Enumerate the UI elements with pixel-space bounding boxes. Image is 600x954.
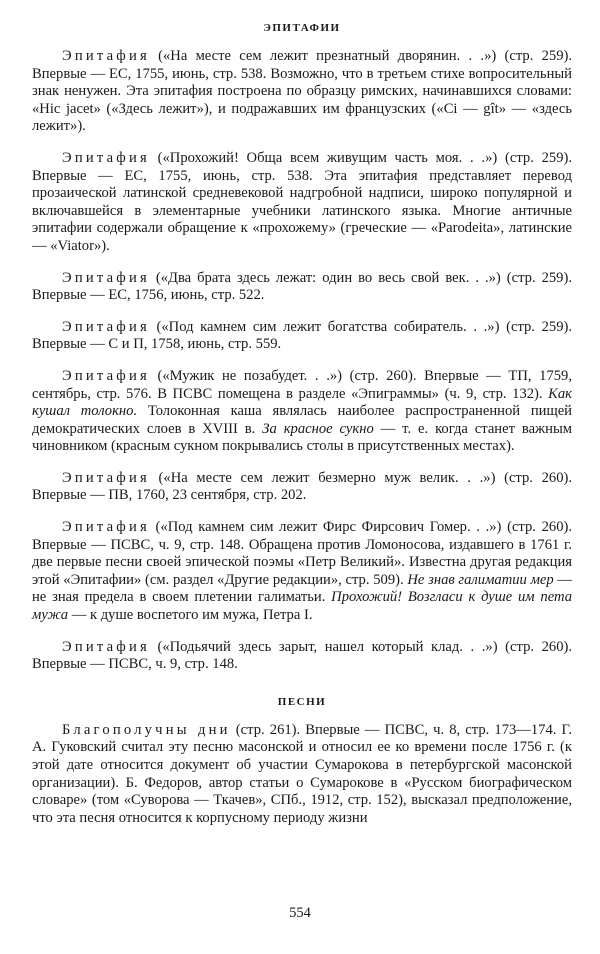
entry-text: («Под камнем сим лежит Фирс Фирсович Гомер. . .») (стр. 260). Впервые — ПСВС, ч. 9, стр. 148. Обращена против Ломоносова, издавшего в 1761 г. две первые песни своей эпической поэмы «Петр Великий». Известна другая редакция этой «Эпитафии» (см. раздел «Другие редакции», стр. 509). <box>32 519 572 588</box>
entry-text: — т. е. когда станет важным чиновником (красным сукном покрывались столы в присутственных местах). <box>32 420 572 455</box>
entry-text: — не зная предела в своем плетении галиматьи. <box>32 571 573 606</box>
entry-title: Эпитафия <box>62 269 150 286</box>
entry-italic-phrase: Прохожий! Возгласи к душе им пета мужа <box>32 589 572 624</box>
entry-title: Эпитафия <box>62 638 150 655</box>
entry-title: Благополучны дни <box>62 721 231 738</box>
page-number: 554 <box>289 905 311 921</box>
entry-title: Эпитафия <box>62 48 150 64</box>
entry-text: («Два брата здесь лежат: один во весь свой век. . .») (стр. 259). Впервые — ЕС, 1756, июнь, стр. 522. <box>32 269 572 304</box>
entry-epitaph-4 <box>32 319 572 354</box>
entry-epitaph-8 <box>32 639 572 674</box>
entry-text: («Прохожий! Обща всем живущим часть моя. . .») (стр. 259). Впервые — ЕС, 1755, июнь, стр. 538. Эта эпитафия представляет перевод прозаической латинской средневековой надгробной надписи, широко популярной и включавшейся в элементарные учебники латинского языка. Многие античные эпитафии содержали обращение к «прохожему» (греческие — «Parodeita», латинские — «Viator»). <box>32 149 572 254</box>
entry-epitaph-2 <box>32 150 572 256</box>
entry-text: («На месте сем лежит безмерно муж велик. . .») (стр. 260). Впервые — ПВ, 1760, 23 сентября, стр. 202. <box>32 469 572 504</box>
entry-italic-phrase: Не знав галиматии мер <box>407 571 554 588</box>
entry-text: («Подьячий здесь зарыт, нашел который клад. . .») (стр. 260). Впервые — ПСВС, ч. 9, стр. 148. <box>32 638 572 673</box>
entry-text: (стр. 261). Впервые — ПСВС, ч. 8, стр. 173—174. Г. А. Гуковский считал эту песню масонской и относил ее ко времени после 1756 г. (к этой дате относится документ об участии Сумарокова в петербургской масонской организации). Б. Федоров, автор статьи о Сумарокове в «Русском биографическом словаре» (том «Суворова — Ткачев», СПб., 1912, стр. 152), высказал предположение, что эта песня относится к корпусному периоду жизни <box>32 721 572 826</box>
entry-epitaph-1 <box>32 48 572 136</box>
entry-epitaph-6 <box>32 470 572 505</box>
entry-epitaph-3 <box>32 270 572 305</box>
entry-italic-phrase: За красное сукно <box>262 420 374 437</box>
entry-text: Толоконная каша являлась наиболее распространенной пищей демократических слоев в XVIII в. <box>32 403 572 437</box>
entry-title: Эпитафия <box>62 318 150 335</box>
entry-title: Эпитафия <box>62 469 150 486</box>
entry-text: («На месте сем лежит презнатный дворянин. . .») (стр. 259). Впервые — ЕС, 1755, июнь, стр. 538. Возможно, что в третьем стихе вопросительный знак ненужен. Эта эпитафия построена по образцу римских, начинавшихся словами: «Hic jacet» («Здесь лежит»), и подражавших им французских («Ci — gît» — «здесь лежит»). <box>32 48 572 135</box>
entry-text: («Мужик не позабудет. . .») (стр. 260). Впервые — ТП, 1759, сентябрь, стр. 576. В ПСВС помещена в разделе «Эпиграммы» (ч. 9, стр. 132). <box>32 367 572 402</box>
entry-title: Эпитафия <box>62 519 150 536</box>
section-heading-epitaphs: ЭПИТАФИИ <box>263 22 341 34</box>
section-heading-songs: ПЕСНИ <box>277 695 327 708</box>
entry-text: — к душе воспетого им мужа, Петра I. <box>68 607 313 624</box>
entry-italic-phrase: Как кушал толокно. <box>32 385 572 420</box>
page-body <box>32 22 572 841</box>
entry-epitaph-5 <box>32 368 572 456</box>
entry-text: («Под камнем сим лежит богатства собиратель. . .») (стр. 259). Впервые — С и П, 1758, июнь, стр. 559. <box>32 318 572 353</box>
entry-epitaph-7 <box>32 519 572 625</box>
entry-title: Эпитафия <box>62 149 150 166</box>
entry-song-1 <box>32 722 572 828</box>
entry-title: Эпитафия <box>62 367 150 384</box>
